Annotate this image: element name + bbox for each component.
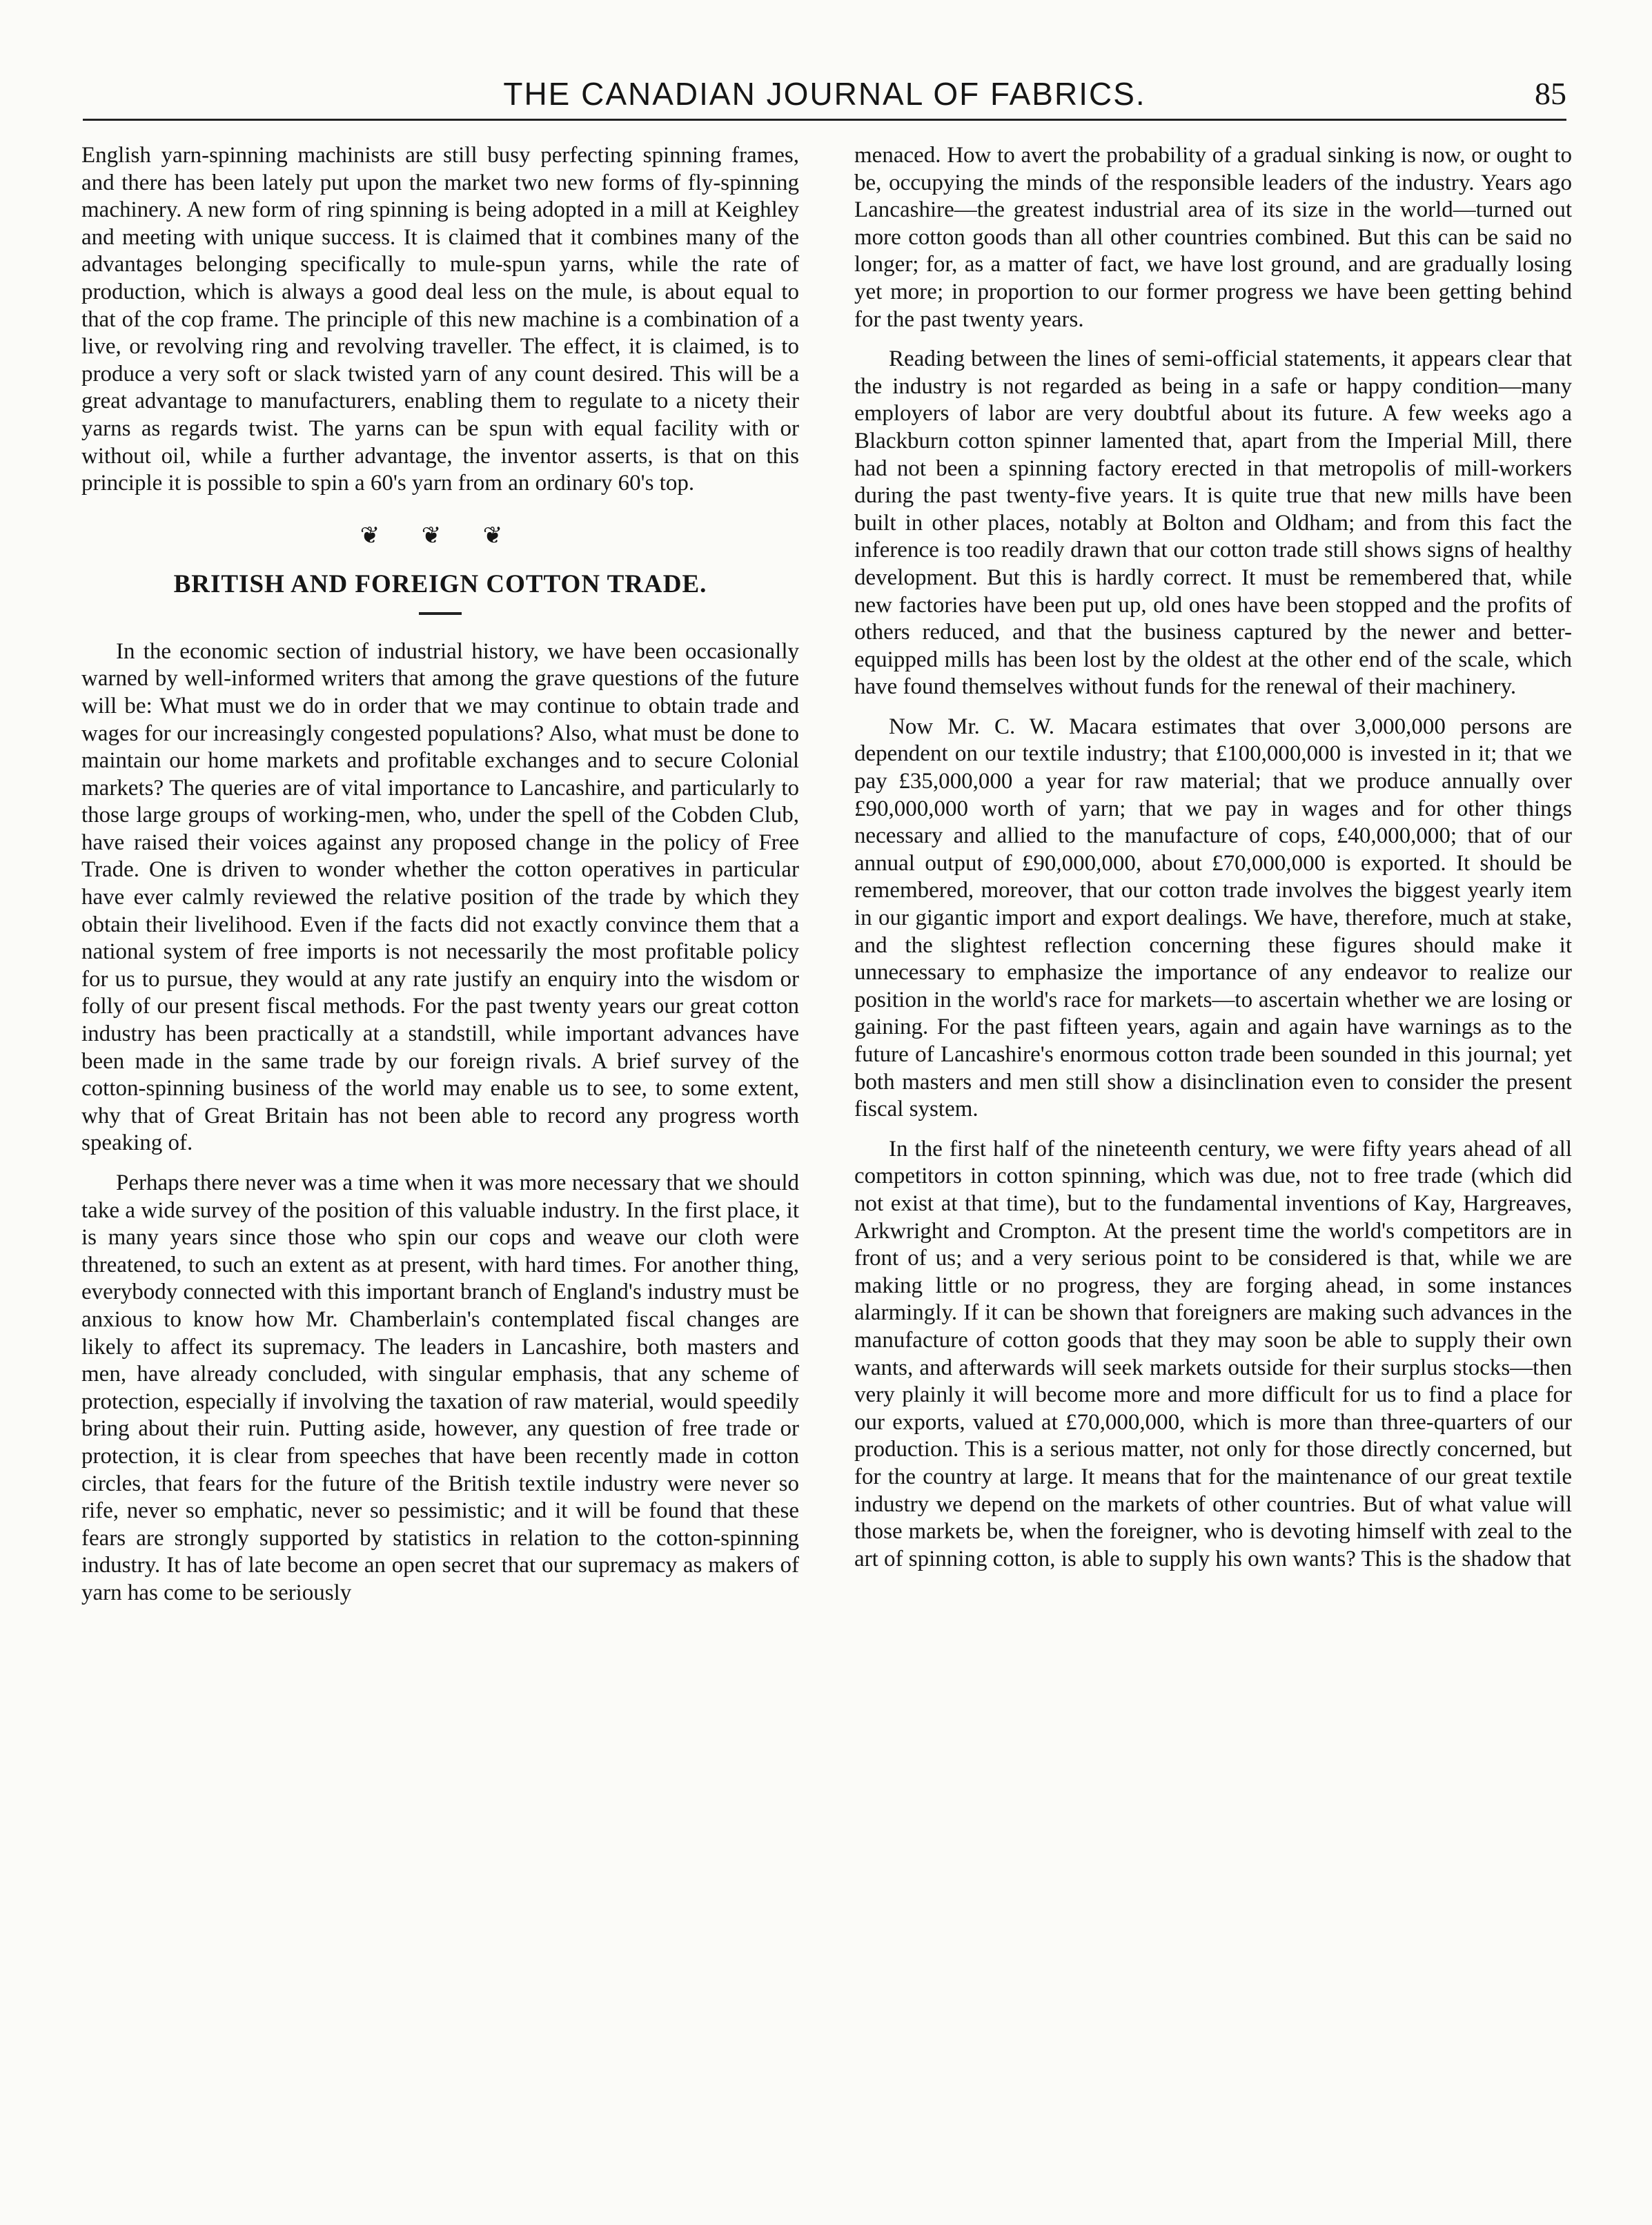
left-column <box>81 142 799 1620</box>
article-paragraph: In the economic section of industrial history, we have been occasionally warned by well-informed writers that among the grave questions of the future will be: What must we do in order that we may continue to obtain trade and wages for our increasingly congested populations? Also, what must be done to maintain our home markets and profitable exchanges and to secure Colonial markets? The queries are of vital importance to Lancashire, and particularly to those large groups of working-men, who, under the spell of the Cobden Club, have raised their voices against any proposed change in the policy of Free Trade. One is driven to wonder whether the cotton operatives in particular have ever calmly reviewed the relative position of the trade by which they obtain their livelihood. Even if the facts did not exactly convince them that a national system of free imports is not necessarily the most profitable policy for us to pursue, they would at any rate justify an enquiry into the wisdom or folly of our present fiscal methods. For the past twenty years our great cotton industry has been practically at a standstill, while important advances have been made in the same trade by our foreign rivals. A brief survey of the cotton-spinning business of the world may enable us to see, to some extent, why that of Great Britain has not been able to record any progress worth speaking of. <box>81 638 799 1156</box>
article-paragraph: In the first half of the nineteenth century, we were fifty years ahead of all competitors in cotton spinning, which was due, not to free trade (which did not exist at that time), but to the fundamental inventions of Kay, Hargreaves, Arkwright and Crompton. At the present time the world's competitors are in front of us; and a very serious point to be considered is that, while we are making little or no progress, they are forging ahead, in some instances alarmingly. If it can be shown that foreigners are making such advances in the manufacture of cotton goods that they may soon be able to supply their own wants, and afterwards will seek markets outside for their surplus stocks—then very plainly it will become more and more difficult for us to find a place for our exports, valued at £70,000,000, which is more than three-quarters of our production. This is a serious matter, not only for those directly concerned, but for the country at large. It means that for the maintenance of our great textile industry we depend on the markets of other countries. But of what value will those markets be, when the foreigner, who is devoting himself with zeal to the art of spinning cotton, is able to supply his own wants? This is the shadow that <box>854 1136 1572 1571</box>
journal-title: THE CANADIAN JOURNAL OF FABRICS. <box>503 76 1146 112</box>
article-paragraph: Now Mr. C. W. Macara estimates that over 3,000,000 persons are dependent on our textile industry; that £100,000,000 is invested in it; that we pay £35,000,000 a year for raw material; that we produce annually over £90,000,000 worth of yarn; that we pay in wages and for other things necessary and allied to the manufacture of cops, £40,000,000; that of our annual output of £90,000,000, about £70,000,000 is exported. It should be remembered, moreover, that our cotton trade involves the biggest yearly item in our gigantic import and export dealings. We have, therefore, much at stake, and the slightest reflection concerning these figures should make it unnecessary to emphasize the importance of any endeavor to realize our position in the world's race for markets—to ascertain whether we are losing or gaining. For the past fifteen years, again and again have warnings as to the future of Lancashire's enormous cotton trade been sounded in this journal; yet both masters and men still show a disinclination even to consider the present fiscal system. <box>854 714 1572 1122</box>
right-column <box>854 142 1572 1585</box>
article-paragraph: menaced. How to avert the probability of a gradual sinking is now, or ought to be, occupying the minds of the responsible leaders of the industry. Years ago Lancashire—the greatest industrial area of its size in the world—turned out more cotton goods than all other countries combined. But this can be said no longer; for, as a matter of fact, we have lost ground, and are gradually losing yet more; in proportion to our former progress we have been getting behind for the past twenty years. <box>854 143 1572 332</box>
heading-rule <box>419 612 462 615</box>
header-rule <box>83 119 1566 121</box>
article-paragraph: Perhaps there never was a time when it was more necessary that we should take a wide survey of the position of this valuable industry. In the first place, it is many years since those who spin our cops and weave our cloth were threatened, to such an extent as at present, with hard times. For another thing, everybody connected with this important branch of England's industry must be anxious to know how Mr. Chamberlain's contemplated fiscal changes are likely to affect its supremacy. The leaders in Lancashire, both masters and men, have already concluded, with singular emphasis, that any scheme of protection, especially if involving the taxation of raw material, would speedily bring about their ruin. Putting aside, however, any question of free trade or protection, it is clear from speeches that have been recently made in cotton circles, that fears for the future of the British textile industry were never so rife, never so emphatic, never so pessimistic; and it will be found that these fears are strongly supported by statistics in relation to the cotton-spinning industry. It has of late become an open secret that our supremacy as makers of yarn has come to be seriously <box>81 1170 799 1605</box>
section-ornament: ❦ ❦ ❦ <box>360 522 521 549</box>
page-header <box>83 75 1566 123</box>
continued-paragraph: English yarn-spinning machinists are still busy perfecting spinning frames, and there has been lately put upon the market two new forms of fly-spinning machinery. A new form of ring spinning is being adopted in a mill at Keighley and meeting with unique success. It is claimed that it combines many of the advantages belonging specifically to mule-spun yarns, while the rate of production, which is always a good deal less on the mule, is about equal to that of the cop frame. The principle of this new machine is a combination of a live, or revolving ring and revolving traveller. The effect, it is claimed, is to produce a very soft or slack twisted yarn of any count desired. This will be a great advantage to manufacturers, enabling them to regulate to a nicety their yarns as regards twist. The yarns can be spun with equal facility with or without oil, while a further advantage, the inventor asserts, is that on this principle it is possible to spin a 60's yarn from an ordinary 60's top. <box>81 143 799 496</box>
page-number: 85 <box>1535 76 1566 111</box>
article-paragraph: Reading between the lines of semi-official statements, it appears clear that the industry is not regarded as being in a safe or happy condition—many employers of labor are very doubtful about its future. A few weeks ago a Blackburn cotton spinner lamented that, apart from the Imperial Mill, there had not been a spinning factory erected in that metropolis of mill-workers during the past twenty-five years. It is quite true that new mills have been built in other places, notably at Bolton and Oldham; and from this fact the inference is too readily drawn that our cotton trade still shows signs of healthy development. But this is hardly correct. It must be remembered that, while new factories have been put up, old ones have been stopped and the profits of others reduced, and that the business captured by the newer and better-equipped mills has been lost by the oldest at the other end of the scale, which have found themselves without funds for the renewal of their machinery. <box>854 346 1572 700</box>
article-heading: BRITISH AND FOREIGN COTTON TRADE. <box>173 569 707 598</box>
